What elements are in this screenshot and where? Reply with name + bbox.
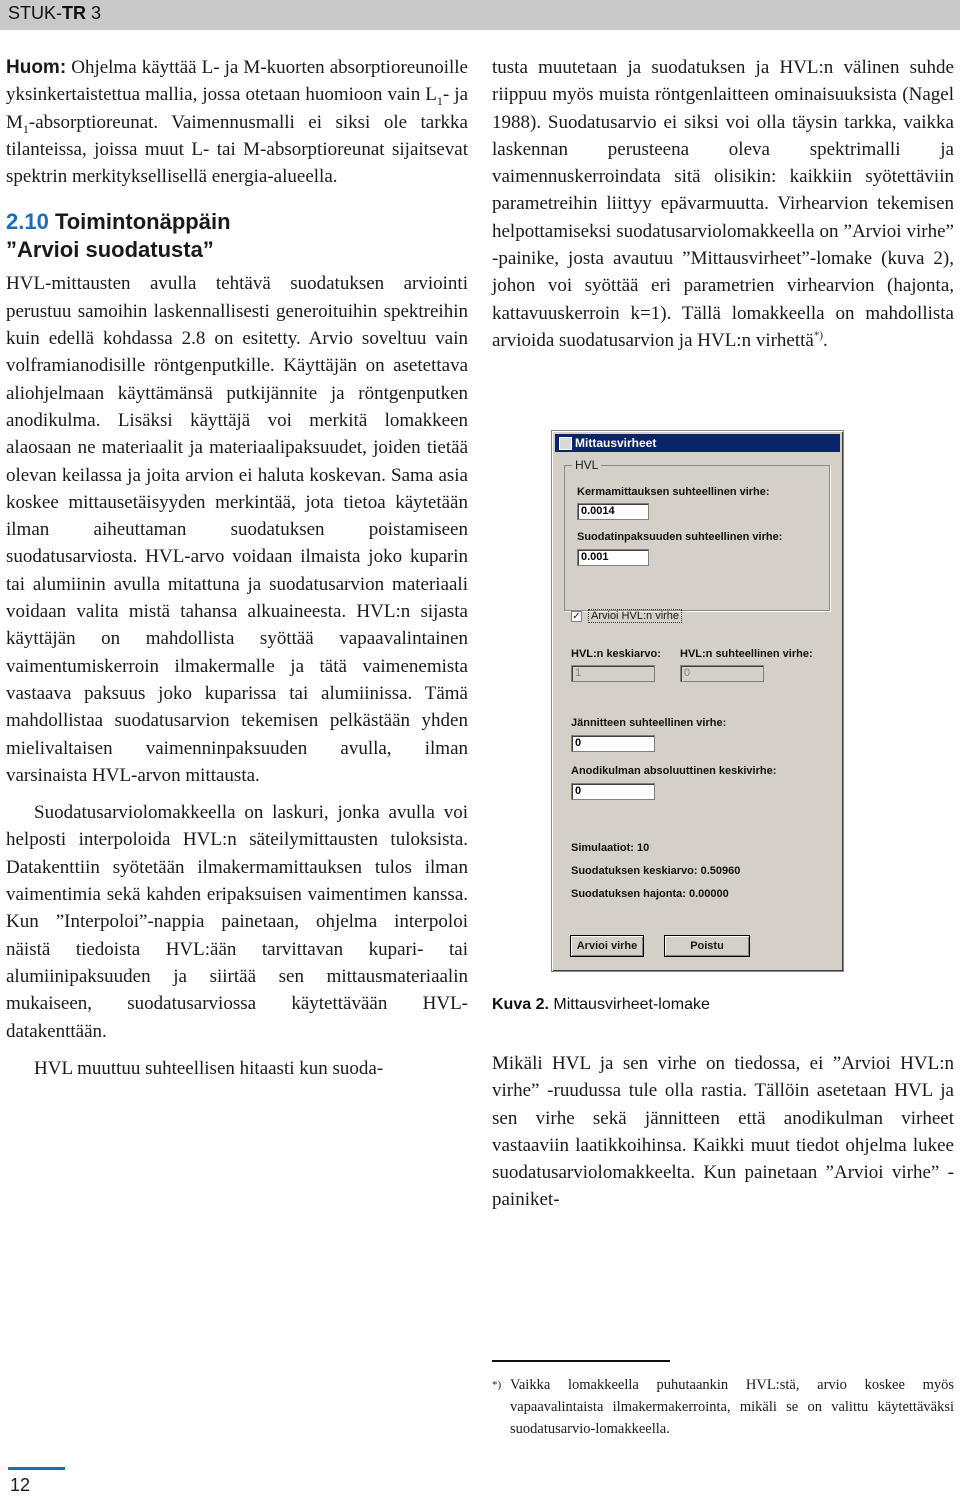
app-icon [559,437,572,450]
hvl-rel-error-label: HVL:n suhteellinen virhe: [680,648,813,660]
hvl-group-label: HVL [572,458,601,472]
dialog-titlebar[interactable] [555,434,840,452]
estimate-error-button[interactable]: Arvioi virhe [570,935,644,957]
estimate-hvl-checkbox-label[interactable]: Arvioi HVL:n virhe [588,609,682,623]
section-number: 2.10 [6,209,49,235]
body-paragraph-right-1: tusta muutetaan ja suodatuksen ja HVL:n välinen suhde riippuu myös muista röntgenlaitteen ominaisuuksista (Nagel 1988). Suodatusarvio ei siksi voi olla täysin tarkka, vaikka laskennan perusteena oleva spektrimalli ja vaimennuskerroindata sitä olisikin: kaikkiin syötettäviin parametreihin liittyy epävarmuutta. Virhearvion tekemisen helpottamiseksi suodatusarviolomakkeella on ”Arvioi virhe” -painike, josta avautuu ”Mittausvirheet”-lomake (kuva 2), johon voi syöttää eri parametrien virhearvion (hajonta, kattavuuskerroin k=1). Tällä lomakkeella on mahdollista arvioida suodatusarvion ja HVL:n virhettä*). [492,57,954,351]
dialog-title: Mittausvirheet [575,436,657,450]
hvl-mean-label: HVL:n keskiarvo: [571,648,661,660]
hvl-rel-error-input[interactable]: 0 [680,665,764,682]
filter-std-result: Suodatuksen hajonta: 0.00000 [571,888,729,900]
note-paragraph: Huom: Ohjelma käyttää L- ja M-kuorten absorptioreunoille yksinkertaistettua mallia, jossa otetaan huomioon vain $L_1-$ ja $M_1$-absorptioreunat. Vaimennusmalli ei siksi ole tarkka tilanteissa, joissa muut L- tai M-absorptioreunat sijaitsevat spektrin merkityksellisellä energia-alueella. [6,57,468,188]
simulations-count: Simulaatiot: 10 [571,842,650,854]
close-button[interactable]: Poistu [664,935,750,957]
running-header-band [0,0,960,30]
anode-error-input[interactable]: 0 [571,783,655,800]
anode-error-label: Anodikulman absoluuttinen keskivirhe: [571,765,777,777]
section-heading: 2.10 Toimintonäppäin ”Arvioi suodatusta” [6,209,231,263]
body-paragraph-2: Suodatusarviolomakkeella on laskuri, jonka avulla voi helposti interpoloida HVL:n säteilymittausten tuloksista. Datakenttiin syötetään ilmakermamittauksen tulos ilman vaimentimia sekä kahden eripaksuisen vaimentimen kanssa. Kun ”Interpoloi”-nappia painetaan, ohjelma interpoloi näistä tiedoista HVL:ään tarvittavan kupari- tai alumiinipaksuuden ja siirtää sen mittausmateriaalin mukaiseen, suodatusarviossa käytettävään HVL-datakenttään. [6,802,468,1042]
body-paragraph-right-2: Mikäli HVL ja sen virhe on tiedossa, ei ”Arvioi HVL:n virhe” -ruudussa tule olla rastia. Tällöin asetetaan HVL ja sen virhe sekä jännitteen että anodikulman virheet vastaaviin laatikkoihinsa. Kaikki muut tiedot ohjelma lukee suodatusarviolomakkeelta. Kun painetaan ”Arvioi virhe” -painiket- [492,1053,954,1211]
filter-mean-result: Suodatuksen keskiarvo: 0.50960 [571,865,741,877]
footnote-mark: *) [492,1379,502,1391]
right-column-bottom [492,1050,954,1214]
estimate-hvl-checkbox[interactable]: ✓ [572,611,581,622]
body-paragraph-3: HVL muuttuu suhteellisen hitaasti kun suoda- [34,1057,384,1079]
running-header: STUK-TR 3 [8,3,102,23]
hvl-mean-input[interactable]: 1 [571,665,655,682]
figure-caption: Kuva 2. Mittausvirheet-lomake [492,996,710,1013]
page-number-rule [8,1467,65,1470]
voltage-error-label: Jännitteen suhteellinen virhe: [571,717,727,729]
footnote-text: Vaikka lomakkeella puhutaankin HVL:stä, arvio koskee myös vapaavalintaista ilmakermakerrointa, mikäli se on valittu käytettäväksi suodatusarvio-lomakkeella. [510,1377,954,1437]
right-column-top [492,54,954,354]
kerma-error-label: Kermamittauksen suhteellinen virhe: [577,486,770,498]
footnote-rule [492,1360,670,1362]
page-number: 12 [10,1475,31,1495]
left-column [6,54,468,1082]
body-paragraph-1: HVL-mittausten avulla tehtävä suodatuksen arviointi perustuu samoihin laskennallisesti generoituihin spektreihin kuin edellä kohdassa 2.8 on esitetty. Arvio soveltuu vain volframianodisille röntgenputkille. Käyttäjän on asetettava aliohjelmaan käyttämänsä putkijännite ja röntgenputken anodikulma. Lisäksi käyttäjä voi merkitä lomakkeen alaosaan ne materiaalit ja materiaalipaksuudet, joiden tietää olevan keilassa ja joita arvion ei haluta koskevan. Sama asia koskee mittausetäisyyden merkintää, jota tietoa käytetään ilman aiheuttaman suodatuksen poistamiseen suodatusarviosta. HVL-arvo voidaan ilmaista joko kuparin tai alumiinin avulla mitattuna ja suodatusarvion materiaali voidaan valita mistä tahansa alkuaineesta. HVL:n sijasta käyttäjän on mahdollista syöttää vapaavalintainen vaimentumiskerroin ilmakermalle ja tätä vaimenemista vastaava paksuus joko kuparissa tai alumiinissa. Tämä mahdollistaa suodatusarvion tekemisen pelkästään yhden mielivaltaisen vaimenninpaksuuden avulla, ilman varsinaista HVL-arvon mittausta. [6,273,468,786]
filter-error-input[interactable]: 0.001 [577,549,649,566]
filter-error-label: Suodatinpaksuuden suhteellinen virhe: [577,531,783,543]
footnote [492,1374,954,1440]
voltage-error-input[interactable]: 0 [571,735,655,752]
mittausvirheet-dialog [551,430,844,972]
kerma-error-input[interactable]: 0.0014 [577,503,649,520]
